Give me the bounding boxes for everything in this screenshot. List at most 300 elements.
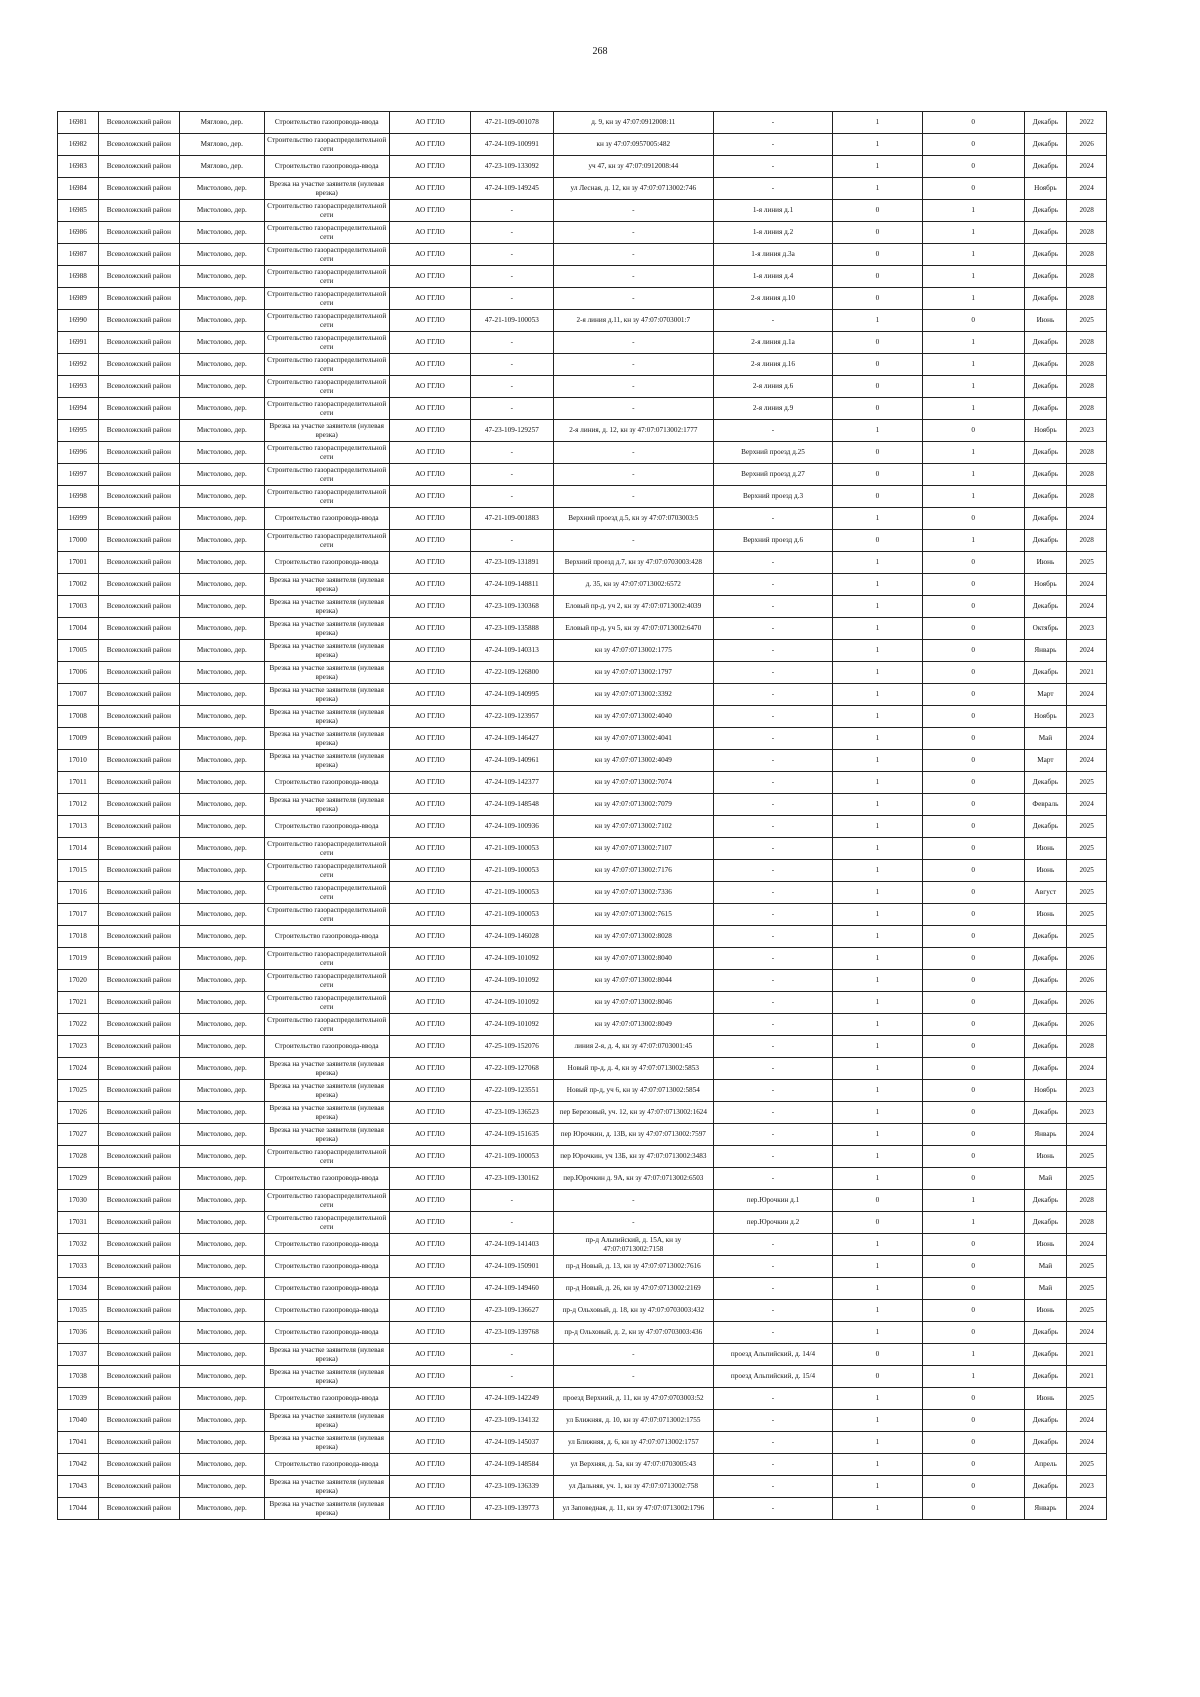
object-address-cell: кн зу 47:07:0713002:7336 <box>553 882 714 904</box>
contract-number-cell: 47-24-109-150901 <box>471 1256 553 1278</box>
settlement-cell: Мистолово, дер. <box>180 1322 265 1344</box>
organization-cell: АО ГГЛО <box>389 1168 470 1190</box>
district-cell: Всеволожский район <box>98 750 179 772</box>
object-address-cell: ул Ближняя, д. 6, кн зу 47:07:0713002:1757 <box>553 1432 714 1454</box>
object-address-cell: кн зу 47:07:0713002:7176 <box>553 860 714 882</box>
count-b-cell: 1 <box>922 288 1024 310</box>
row-number: 17011 <box>58 772 99 794</box>
object-address-cell: кн зу 47:07:0713002:4040 <box>553 706 714 728</box>
settlement-cell: Мистолово, дер. <box>180 310 265 332</box>
planned-address-cell: - <box>714 134 833 156</box>
organization-cell: АО ГГЛО <box>389 354 470 376</box>
row-number: 16984 <box>58 178 99 200</box>
year-cell: 2026 <box>1067 948 1107 970</box>
organization-cell: АО ГГЛО <box>389 552 470 574</box>
district-cell: Всеволожский район <box>98 398 179 420</box>
table-row <box>58 354 1107 376</box>
organization-cell: АО ГГЛО <box>389 332 470 354</box>
contract-number-cell: 47-23-109-139768 <box>471 1322 553 1344</box>
object-address-cell: Новый пр-д, уч 6, кн зу 47:07:0713002:5854 <box>553 1080 714 1102</box>
contract-number-cell: 47-21-109-100053 <box>471 1146 553 1168</box>
settlement-cell: Мистолово, дер. <box>180 838 265 860</box>
count-b-cell: 1 <box>922 442 1024 464</box>
row-number: 17020 <box>58 970 99 992</box>
planned-address-cell: 2-я линия д.6 <box>714 376 833 398</box>
year-cell: 2024 <box>1067 1410 1107 1432</box>
count-b-cell: 0 <box>922 970 1024 992</box>
count-a-cell: 1 <box>832 728 922 750</box>
count-a-cell: 1 <box>832 860 922 882</box>
planned-address-cell: - <box>714 816 833 838</box>
district-cell: Всеволожский район <box>98 1014 179 1036</box>
table-row <box>58 1212 1107 1234</box>
work-type-cell: Строительство газораспределительной сети <box>264 244 389 266</box>
month-cell: Июнь <box>1024 552 1067 574</box>
year-cell: 2028 <box>1067 376 1107 398</box>
month-cell: Январь <box>1024 1124 1067 1146</box>
count-a-cell: 1 <box>832 618 922 640</box>
object-address-cell: пер Юрочкин, д. 13В, кн зу 47:07:0713002:7597 <box>553 1124 714 1146</box>
year-cell: 2025 <box>1067 772 1107 794</box>
planned-address-cell: - <box>714 508 833 530</box>
count-b-cell: 0 <box>922 882 1024 904</box>
settlement-cell: Мистолово, дер. <box>180 926 265 948</box>
district-cell: Всеволожский район <box>98 244 179 266</box>
count-a-cell: 1 <box>832 574 922 596</box>
planned-address-cell: - <box>714 1058 833 1080</box>
planned-address-cell: - <box>714 552 833 574</box>
contract-number-cell: 47-21-109-100053 <box>471 904 553 926</box>
row-number: 17023 <box>58 1036 99 1058</box>
organization-cell: АО ГГЛО <box>389 1212 470 1234</box>
district-cell: Всеволожский район <box>98 596 179 618</box>
district-cell: Всеволожский район <box>98 882 179 904</box>
planned-address-cell: - <box>714 882 833 904</box>
count-a-cell: 1 <box>832 1300 922 1322</box>
settlement-cell: Мистолово, дер. <box>180 728 265 750</box>
object-address-cell: кн зу 47:07:0713002:7079 <box>553 794 714 816</box>
work-type-cell: Строительство газопровода-ввода <box>264 1256 389 1278</box>
row-number: 16985 <box>58 200 99 222</box>
district-cell: Всеволожский район <box>98 1300 179 1322</box>
organization-cell: АО ГГЛО <box>389 376 470 398</box>
year-cell: 2024 <box>1067 728 1107 750</box>
district-cell: Всеволожский район <box>98 354 179 376</box>
contract-number-cell: 47-22-109-123957 <box>471 706 553 728</box>
work-type-cell: Врезка на участке заявителя (нулевая врезка) <box>264 750 389 772</box>
work-type-cell: Строительство газораспределительной сети <box>264 200 389 222</box>
count-b-cell: 0 <box>922 112 1024 134</box>
count-b-cell: 1 <box>922 200 1024 222</box>
work-type-cell: Врезка на участке заявителя (нулевая врезка) <box>264 684 389 706</box>
planned-address-cell: - <box>714 640 833 662</box>
contract-number-cell: - <box>471 442 553 464</box>
district-cell: Всеволожский район <box>98 288 179 310</box>
row-number: 16999 <box>58 508 99 530</box>
table-row <box>58 442 1107 464</box>
contract-number-cell: 47-24-109-140961 <box>471 750 553 772</box>
settlement-cell: Мистолово, дер. <box>180 1124 265 1146</box>
count-a-cell: 1 <box>832 1256 922 1278</box>
month-cell: Декабрь <box>1024 398 1067 420</box>
district-cell: Всеволожский район <box>98 332 179 354</box>
count-a-cell: 1 <box>832 1234 922 1256</box>
district-cell: Всеволожский район <box>98 200 179 222</box>
district-cell: Всеволожский район <box>98 552 179 574</box>
planned-address-cell: - <box>714 1234 833 1256</box>
object-address-cell: - <box>553 464 714 486</box>
table-row <box>58 1036 1107 1058</box>
table-row <box>58 1234 1107 1256</box>
count-b-cell: 0 <box>922 552 1024 574</box>
organization-cell: АО ГГЛО <box>389 288 470 310</box>
count-a-cell: 1 <box>832 1476 922 1498</box>
object-address-cell: кн зу 47:07:0713002:7074 <box>553 772 714 794</box>
district-cell: Всеволожский район <box>98 420 179 442</box>
row-number: 16995 <box>58 420 99 442</box>
organization-cell: АО ГГЛО <box>389 706 470 728</box>
planned-address-cell: - <box>714 1168 833 1190</box>
planned-address-cell: - <box>714 1124 833 1146</box>
page-number: 268 <box>592 46 608 57</box>
count-b-cell: 0 <box>922 1036 1024 1058</box>
year-cell: 2025 <box>1067 310 1107 332</box>
table-row <box>58 662 1107 684</box>
organization-cell: АО ГГЛО <box>389 860 470 882</box>
table-row <box>58 574 1107 596</box>
contract-number-cell: 47-24-109-101092 <box>471 1014 553 1036</box>
count-b-cell: 0 <box>922 1388 1024 1410</box>
year-cell: 2025 <box>1067 904 1107 926</box>
work-type-cell: Строительство газораспределительной сети <box>264 288 389 310</box>
contract-number-cell: 47-21-109-100053 <box>471 882 553 904</box>
object-address-cell: кн зу 47:07:0713002:8049 <box>553 1014 714 1036</box>
table-row <box>58 1080 1107 1102</box>
organization-cell: АО ГГЛО <box>389 662 470 684</box>
organization-cell: АО ГГЛО <box>389 508 470 530</box>
settlement-cell: Мистолово, дер. <box>180 178 265 200</box>
count-b-cell: 0 <box>922 1124 1024 1146</box>
contract-number-cell: 47-24-109-142249 <box>471 1388 553 1410</box>
count-a-cell: 1 <box>832 992 922 1014</box>
count-a-cell: 1 <box>832 640 922 662</box>
object-address-cell: - <box>553 486 714 508</box>
month-cell: Май <box>1024 728 1067 750</box>
count-b-cell: 0 <box>922 1322 1024 1344</box>
count-a-cell: 1 <box>832 178 922 200</box>
count-a-cell: 0 <box>832 200 922 222</box>
settlement-cell: Мистолово, дер. <box>180 992 265 1014</box>
row-number: 17021 <box>58 992 99 1014</box>
organization-cell: АО ГГЛО <box>389 1322 470 1344</box>
table-row <box>58 1102 1107 1124</box>
planned-address-cell: - <box>714 574 833 596</box>
organization-cell: АО ГГЛО <box>389 156 470 178</box>
month-cell: Декабрь <box>1024 1432 1067 1454</box>
organization-cell: АО ГГЛО <box>389 1080 470 1102</box>
count-a-cell: 0 <box>832 464 922 486</box>
district-cell: Всеволожский район <box>98 1256 179 1278</box>
month-cell: Декабрь <box>1024 332 1067 354</box>
table-row <box>58 728 1107 750</box>
table-row <box>58 706 1107 728</box>
count-a-cell: 0 <box>832 222 922 244</box>
district-cell: Всеволожский район <box>98 1102 179 1124</box>
planned-address-cell: - <box>714 112 833 134</box>
year-cell: 2025 <box>1067 882 1107 904</box>
month-cell: Декабрь <box>1024 530 1067 552</box>
year-cell: 2028 <box>1067 266 1107 288</box>
contract-number-cell: 47-23-109-136627 <box>471 1300 553 1322</box>
count-a-cell: 1 <box>832 1058 922 1080</box>
object-address-cell: 2-я линия д.11, кн зу 47:07:0703001:7 <box>553 310 714 332</box>
month-cell: Декабрь <box>1024 662 1067 684</box>
count-a-cell: 1 <box>832 596 922 618</box>
organization-cell: АО ГГЛО <box>389 1432 470 1454</box>
planned-address-cell: - <box>714 992 833 1014</box>
count-a-cell: 1 <box>832 508 922 530</box>
object-address-cell: пер.Юрочкин д. 9А, кн зу 47:07:0713002:6503 <box>553 1168 714 1190</box>
settlement-cell: Мистолово, дер. <box>180 1102 265 1124</box>
count-b-cell: 0 <box>922 1454 1024 1476</box>
district-cell: Всеволожский район <box>98 904 179 926</box>
object-address-cell: - <box>553 1366 714 1388</box>
count-b-cell: 1 <box>922 266 1024 288</box>
year-cell: 2022 <box>1067 112 1107 134</box>
object-address-cell: Новый пр-д, д. 4, кн зу 47:07:0713002:5853 <box>553 1058 714 1080</box>
year-cell: 2028 <box>1067 288 1107 310</box>
table-row <box>58 1410 1107 1432</box>
organization-cell: АО ГГЛО <box>389 1124 470 1146</box>
object-address-cell: кн зу 47:07:0713002:7107 <box>553 838 714 860</box>
settlement-cell: Мистолово, дер. <box>180 1388 265 1410</box>
object-address-cell: кн зу 47:07:0713002:3392 <box>553 684 714 706</box>
settlement-cell: Мистолово, дер. <box>180 1146 265 1168</box>
table-row <box>58 1190 1107 1212</box>
settlement-cell: Мистолово, дер. <box>180 1432 265 1454</box>
count-a-cell: 1 <box>832 706 922 728</box>
contract-number-cell: 47-24-109-140313 <box>471 640 553 662</box>
count-a-cell: 0 <box>832 1344 922 1366</box>
work-type-cell: Строительство газопровода-ввода <box>264 1322 389 1344</box>
organization-cell: АО ГГЛО <box>389 772 470 794</box>
count-a-cell: 1 <box>832 112 922 134</box>
contract-number-cell: - <box>471 464 553 486</box>
table-row <box>58 640 1107 662</box>
work-type-cell: Врезка на участке заявителя (нулевая врезка) <box>264 1432 389 1454</box>
month-cell: Февраль <box>1024 794 1067 816</box>
settlement-cell: Мяглово, дер. <box>180 156 265 178</box>
planned-address-cell: - <box>714 1410 833 1432</box>
district-cell: Всеволожский район <box>98 1234 179 1256</box>
month-cell: Июнь <box>1024 838 1067 860</box>
planned-address-cell: Верхний проезд д.3 <box>714 486 833 508</box>
month-cell: Декабрь <box>1024 1190 1067 1212</box>
object-address-cell: - <box>553 332 714 354</box>
planned-address-cell: - <box>714 1080 833 1102</box>
row-number: 17034 <box>58 1278 99 1300</box>
table-row <box>58 1146 1107 1168</box>
row-number: 17024 <box>58 1058 99 1080</box>
organization-cell: АО ГГЛО <box>389 1146 470 1168</box>
year-cell: 2028 <box>1067 354 1107 376</box>
count-b-cell: 1 <box>922 222 1024 244</box>
month-cell: Декабрь <box>1024 970 1067 992</box>
year-cell: 2026 <box>1067 970 1107 992</box>
month-cell: Декабрь <box>1024 442 1067 464</box>
row-number: 17037 <box>58 1344 99 1366</box>
table-row <box>58 1058 1107 1080</box>
organization-cell: АО ГГЛО <box>389 640 470 662</box>
district-cell: Всеволожский район <box>98 728 179 750</box>
object-address-cell: - <box>553 1190 714 1212</box>
month-cell: Июнь <box>1024 1234 1067 1256</box>
month-cell: Декабрь <box>1024 1476 1067 1498</box>
contract-number-cell: 47-24-109-146028 <box>471 926 553 948</box>
row-number: 16981 <box>58 112 99 134</box>
settlement-cell: Мистолово, дер. <box>180 288 265 310</box>
contract-number-cell: 47-24-109-145037 <box>471 1432 553 1454</box>
object-address-cell: - <box>553 1212 714 1234</box>
district-cell: Всеволожский район <box>98 1454 179 1476</box>
object-address-cell: кн зу 47:07:0713002:4041 <box>553 728 714 750</box>
table-row <box>58 310 1107 332</box>
work-type-cell: Врезка на участке заявителя (нулевая врезка) <box>264 178 389 200</box>
settlement-cell: Мистолово, дер. <box>180 332 265 354</box>
contract-number-cell: 47-24-109-149245 <box>471 178 553 200</box>
district-cell: Всеволожский район <box>98 1080 179 1102</box>
count-a-cell: 0 <box>832 486 922 508</box>
settlement-cell: Мистолово, дер. <box>180 596 265 618</box>
count-b-cell: 0 <box>922 1146 1024 1168</box>
year-cell: 2024 <box>1067 1432 1107 1454</box>
settlement-cell: Мистолово, дер. <box>180 464 265 486</box>
month-cell: Ноябрь <box>1024 574 1067 596</box>
district-cell: Всеволожский район <box>98 1058 179 1080</box>
contract-number-cell: - <box>471 288 553 310</box>
object-address-cell: - <box>553 376 714 398</box>
object-address-cell: кн зу 47:07:0713002:8028 <box>553 926 714 948</box>
count-a-cell: 0 <box>832 266 922 288</box>
object-address-cell: - <box>553 1344 714 1366</box>
table-row <box>58 1322 1107 1344</box>
table-row <box>58 904 1107 926</box>
count-a-cell: 0 <box>832 1212 922 1234</box>
organization-cell: АО ГГЛО <box>389 310 470 332</box>
settlement-cell: Мистолово, дер. <box>180 486 265 508</box>
district-cell: Всеволожский район <box>98 1432 179 1454</box>
year-cell: 2025 <box>1067 552 1107 574</box>
month-cell: Май <box>1024 1278 1067 1300</box>
planned-address-cell: Верхний проезд д.25 <box>714 442 833 464</box>
district-cell: Всеволожский район <box>98 508 179 530</box>
work-type-cell: Строительство газораспределительной сети <box>264 376 389 398</box>
object-address-cell: пр-д Ольховый, д. 2, кн зу 47:07:0703003:436 <box>553 1322 714 1344</box>
count-a-cell: 1 <box>832 1410 922 1432</box>
organization-cell: АО ГГЛО <box>389 266 470 288</box>
contract-number-cell: - <box>471 222 553 244</box>
count-a-cell: 1 <box>832 1498 922 1520</box>
contract-number-cell: - <box>471 200 553 222</box>
settlement-cell: Мистолово, дер. <box>180 1256 265 1278</box>
count-a-cell: 1 <box>832 1388 922 1410</box>
table-row <box>58 530 1107 552</box>
settlement-cell: Мистолово, дер. <box>180 794 265 816</box>
settlement-cell: Мистолово, дер. <box>180 244 265 266</box>
table-row <box>58 464 1107 486</box>
settlement-cell: Мистолово, дер. <box>180 1190 265 1212</box>
work-type-cell: Строительство газопровода-ввода <box>264 1278 389 1300</box>
organization-cell: АО ГГЛО <box>389 1454 470 1476</box>
district-cell: Всеволожский район <box>98 992 179 1014</box>
year-cell: 2025 <box>1067 816 1107 838</box>
row-number: 16989 <box>58 288 99 310</box>
count-a-cell: 1 <box>832 882 922 904</box>
object-address-cell: - <box>553 200 714 222</box>
count-a-cell: 0 <box>832 288 922 310</box>
organization-cell: АО ГГЛО <box>389 750 470 772</box>
table-row <box>58 1014 1107 1036</box>
contract-number-cell: 47-23-109-136339 <box>471 1476 553 1498</box>
year-cell: 2021 <box>1067 662 1107 684</box>
row-number: 17038 <box>58 1366 99 1388</box>
count-b-cell: 0 <box>922 1410 1024 1432</box>
settlement-cell: Мистолово, дер. <box>180 508 265 530</box>
contract-number-cell: 47-23-109-139773 <box>471 1498 553 1520</box>
year-cell: 2023 <box>1067 1476 1107 1498</box>
table-row <box>58 1498 1107 1520</box>
table-row <box>58 1344 1107 1366</box>
planned-address-cell: 2-я линия д.9 <box>714 398 833 420</box>
work-type-cell: Строительство газораспределительной сети <box>264 222 389 244</box>
row-number: 17005 <box>58 640 99 662</box>
month-cell: Декабрь <box>1024 926 1067 948</box>
count-a-cell: 1 <box>832 1102 922 1124</box>
count-a-cell: 0 <box>832 376 922 398</box>
district-cell: Всеволожский район <box>98 530 179 552</box>
planned-address-cell: - <box>714 1454 833 1476</box>
contract-number-cell: - <box>471 266 553 288</box>
settlement-cell: Мистолово, дер. <box>180 376 265 398</box>
settlement-cell: Мистолово, дер. <box>180 552 265 574</box>
organization-cell: АО ГГЛО <box>389 904 470 926</box>
district-cell: Всеволожский район <box>98 706 179 728</box>
work-type-cell: Строительство газопровода-ввода <box>264 1454 389 1476</box>
settlement-cell: Мистолово, дер. <box>180 1212 265 1234</box>
planned-address-cell: - <box>714 750 833 772</box>
table-row <box>58 134 1107 156</box>
month-cell: Ноябрь <box>1024 420 1067 442</box>
settlement-cell: Мистолово, дер. <box>180 1234 265 1256</box>
work-type-cell: Врезка на участке заявителя (нулевая врезка) <box>264 1102 389 1124</box>
count-b-cell: 0 <box>922 948 1024 970</box>
count-b-cell: 0 <box>922 1168 1024 1190</box>
contract-number-cell: - <box>471 1366 553 1388</box>
count-b-cell: 0 <box>922 134 1024 156</box>
planned-address-cell: - <box>714 310 833 332</box>
month-cell: Март <box>1024 684 1067 706</box>
organization-cell: АО ГГЛО <box>389 992 470 1014</box>
table-row <box>58 684 1107 706</box>
planned-address-cell: Верхний проезд д.27 <box>714 464 833 486</box>
work-type-cell: Строительство газопровода-ввода <box>264 508 389 530</box>
settlement-cell: Мистолово, дер. <box>180 750 265 772</box>
row-number: 17002 <box>58 574 99 596</box>
row-number: 17022 <box>58 1014 99 1036</box>
district-cell: Всеволожский район <box>98 266 179 288</box>
organization-cell: АО ГГЛО <box>389 1300 470 1322</box>
planned-address-cell: 1-я линия д.1 <box>714 200 833 222</box>
